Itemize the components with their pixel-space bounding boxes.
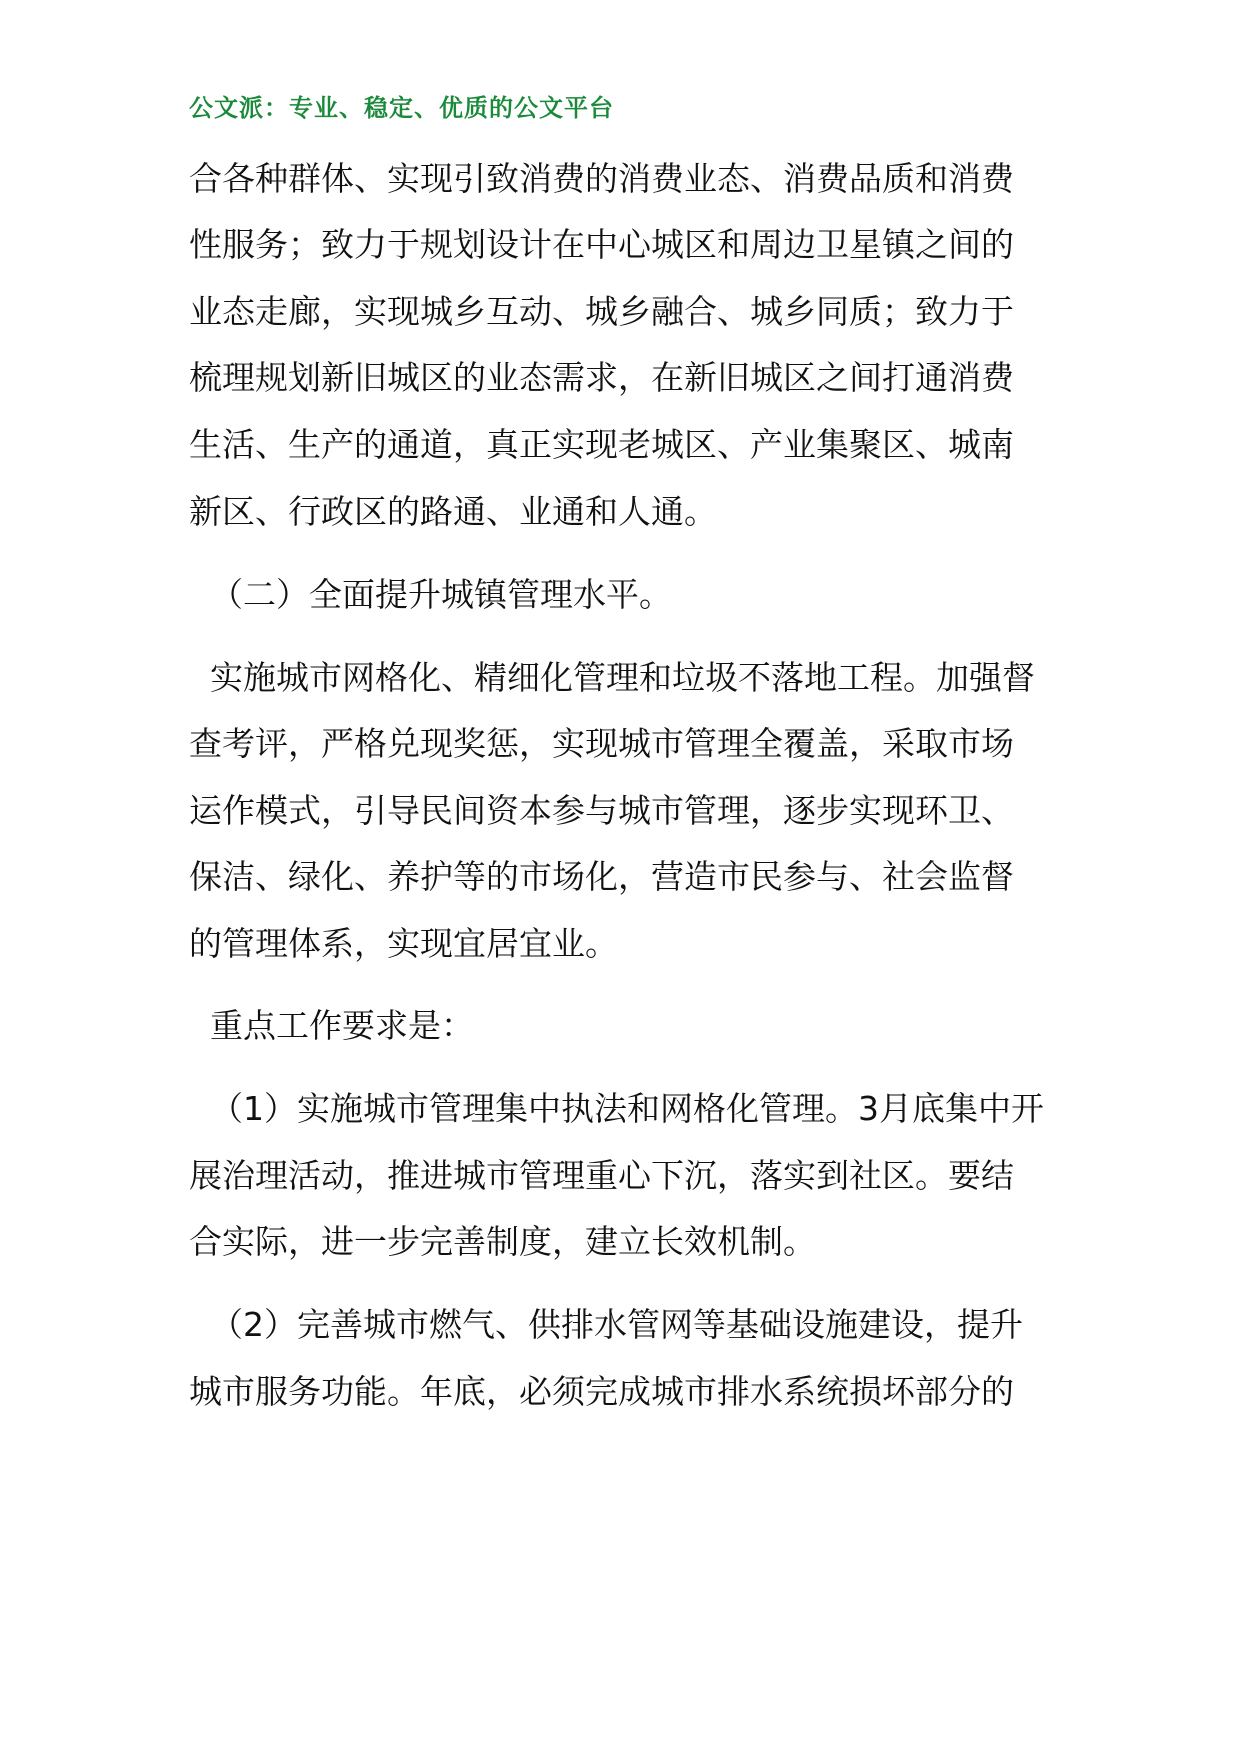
list-item-line: （1）实施城市管理集中执法和网格化管理。3月底集中开 <box>210 1089 1044 1128</box>
paragraph-line: 的管理体系，实现宜居宜业。 <box>189 924 618 963</box>
page-header: 公文派：专业、稳定、优质的公文平台 <box>189 94 614 122</box>
paragraph-line: 查考评，严格兑现奖惩，实现城市管理全覆盖，采取市场 <box>189 724 1014 763</box>
section-heading: （二）全面提升城镇管理水平。 <box>210 575 672 614</box>
list-item-line: 合实际，进一步完善制度，建立长效机制。 <box>189 1222 816 1261</box>
paragraph-line: 实施城市网格化、精细化管理和垃圾不落地工程。加强督 <box>210 658 1035 697</box>
paragraph-line: 生活、生产的通道，真正实现老城区、产业集聚区、城南 <box>189 425 1014 464</box>
paragraph-line: 性服务；致力于规划设计在中心城区和周边卫星镇之间的 <box>189 225 1014 264</box>
paragraph-line: 业态走廊，实现城乡互动、城乡融合、城乡同质；致力于 <box>189 292 1014 331</box>
paragraph-line: 新区、行政区的路通、业通和人通。 <box>189 492 717 531</box>
list-item-line: （2）完善城市燃气、供排水管网等基础设施建设，提升 <box>210 1305 1023 1344</box>
paragraph-line: 运作模式，引导民间资本参与城市管理，逐步实现环卫、 <box>189 791 1014 830</box>
paragraph-line: 合各种群体、实现引致消费的消费业态、消费品质和消费 <box>189 159 1014 198</box>
paragraph-line: 梳理规划新旧城区的业态需求，在新旧城区之间打通消费 <box>189 358 1014 397</box>
subsection-intro: 重点工作要求是： <box>210 1006 474 1045</box>
list-item-line: 城市服务功能。年底，必须完成城市排水系统损坏部分的 <box>189 1372 1014 1411</box>
list-item-line: 展治理活动，推进城市管理重心下沉，落实到社区。要结 <box>189 1156 1014 1195</box>
paragraph-line: 保洁、绿化、养护等的市场化，营造市民参与、社会监督 <box>189 857 1014 896</box>
